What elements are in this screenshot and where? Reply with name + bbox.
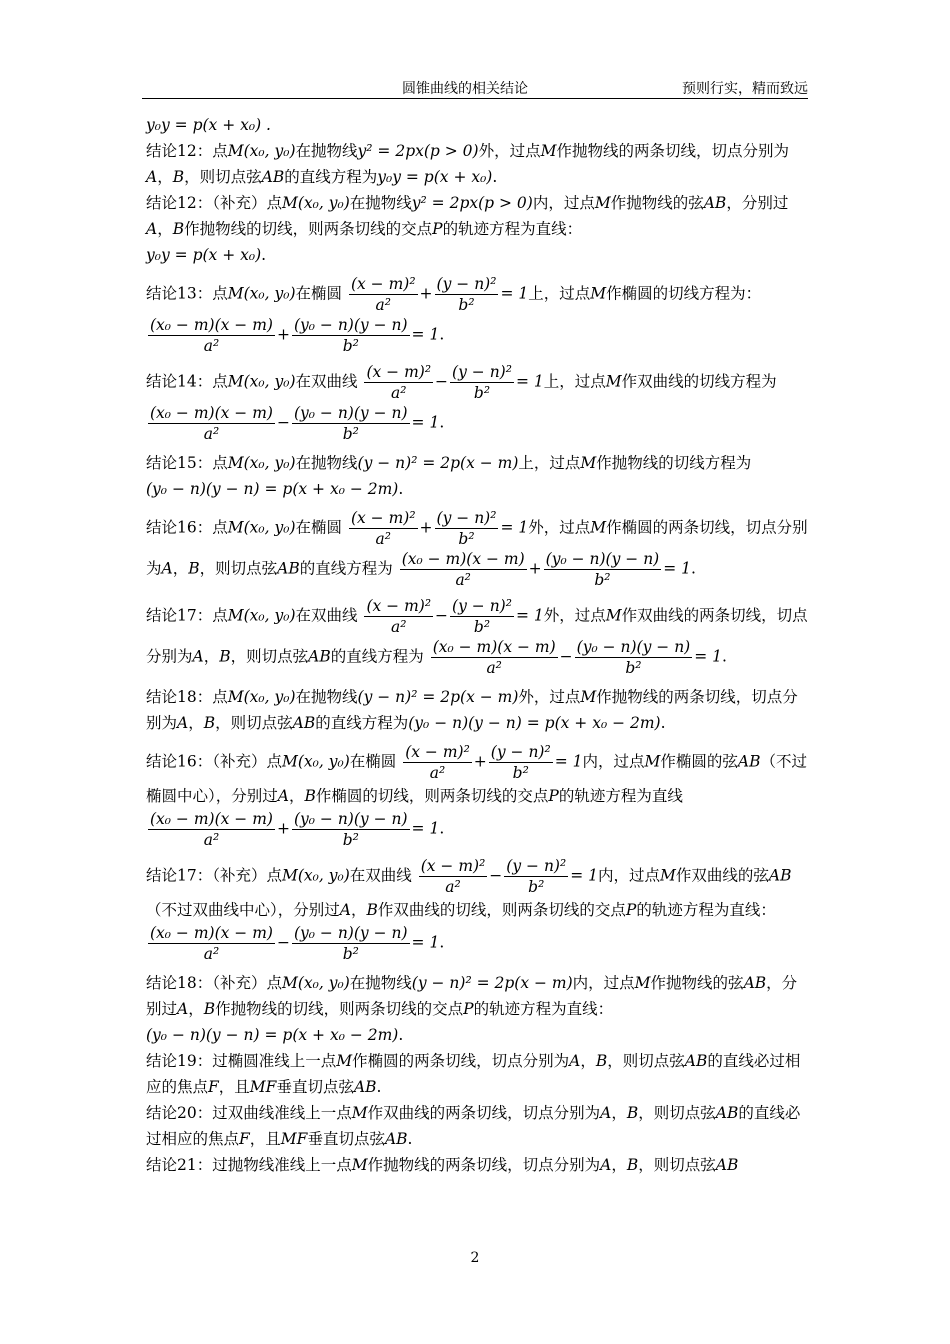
fraction: $\frac{\text{(x − m)²}}{\text{a²}}$ xyxy=(366,363,432,402)
fraction: $\frac{\text{(y₀ − n)(y − n)}}{\text{b²}}$ xyxy=(576,638,691,677)
fraction: $\frac{\text{(x₀ − m)(x − m)}}{\text{a²}}$ xyxy=(150,810,273,849)
fraction: $\frac{\text{(y₀ − n)(y − n)}}{\text{b²}}$ xyxy=(293,404,408,443)
fraction: $\frac{\text{(x − m)²}}{\text{a²}}$ xyxy=(366,597,432,636)
conclusion-15: 结论15：点M(x₀, y₀)在抛物线(y − n)² = 2p(x − m)上，过点M作抛物线的切线方程为 (y₀ − n)(y − n) = p(x + x₀ − 2m). xyxy=(146,454,752,498)
fraction: $\frac{\text{(y₀ − n)(y − n)}}{\text{b²}}$ xyxy=(293,924,408,963)
fraction: $\frac{\text{(x₀ − m)(x − m)}}{\text{a²}}$ xyxy=(432,638,556,677)
fraction: $\frac{\text{(x₀ − m)(x − m)}}{\text{a²}}$ xyxy=(150,924,273,963)
conclusion-12: 结论12：点M(x₀, y₀)在抛物线y² = 2px(p > 0)外，过点M作抛物线的两条切线，切点分别为A，B，则切点弦AB的直线方程为y₀y = p(x + x₀). xyxy=(146,142,789,186)
fraction: $\frac{\text{(y − n)²}}{\text{b²}}$ xyxy=(436,509,497,548)
fraction: $\frac{\text{(y − n)²}}{\text{b²}}$ xyxy=(490,743,551,782)
fraction: $\frac{\text{(x − m)²}}{\text{a²}}$ xyxy=(350,509,416,548)
document-title: 圆锥曲线的相关结论 xyxy=(402,81,528,97)
fraction: $\frac{\text{(x₀ − m)(x − m)}}{\text{a²}}$ xyxy=(401,550,525,589)
page-number: 2 xyxy=(470,1250,480,1266)
conclusion-19: 结论19：过椭圆准线上一点M作椭圆的两条切线，切点分别为A，B，则切点弦AB的直线必过相应的焦点F，且MF垂直切点弦AB. xyxy=(146,1052,801,1096)
fraction: $\frac{\text{(y₀ − n)(y − n)}}{\text{b²}}$ xyxy=(545,550,660,589)
document-body xyxy=(146,112,810,1178)
conclusion-16: 结论16：点M(x₀, y₀)在椭圆 $\frac{\text{(x − m)²}}{\text{a²}}$ + $\frac{\text{(y − n)²}}{\text{b²}}$ = 1外，过点M作椭圆的两条切线，切点分别为A，B，则切点弦AB的直线方程为 $\frac{\text{(x₀ − m)(x − m)}}{\text{a²}}$ + $\frac{\text{(y₀ − n)(y − n)}}{\text{b²}}$ = 1. xyxy=(146,509,808,589)
conclusion-16-supplement: 结论16：（补充）点M(x₀, y₀)在椭圆 $\frac{\text{(x − m)²}}{\text{a²}}$ + $\frac{\text{(y − n)²}}{\text{b²}}$ = 1内，过点M作椭圆的弦AB（不过椭圆中心），分别过A，B作椭圆的切线，则两条切线的交点P的轨迹方程为直线 $\frac{\text{(x₀ − m)(x − m)}}{\text{a²}}$ + $\frac{\text{(y₀ − n)(y − n)}}{\text{b²}}$ = 1. xyxy=(146,743,807,849)
conclusion-14: 结论14：点M(x₀, y₀)在双曲线 $\frac{\text{(x − m)²}}{\text{a²}}$ − $\frac{\text{(y − n)²}}{\text{b²}}$ = 1上，过点M作双曲线的切线方程为 $\frac{\text{(x₀ − m)(x − m)}}{\text{a²}}$ − $\frac{\text{(y₀ − n)(y − n)}}{\text{b²}}$ = 1. xyxy=(146,363,777,443)
fraction: $\frac{\text{(y − n)²}}{\text{b²}}$ xyxy=(452,597,512,636)
page-header xyxy=(142,78,808,99)
conclusion-20: 结论20：过双曲线准线上一点M作双曲线的两条切线，切点分别为A，B，则切点弦AB的直线必过相应的焦点F，且MF垂直切点弦AB. xyxy=(146,1104,801,1148)
fraction: $\frac{\text{(x₀ − m)(x − m)}}{\text{a²}}$ xyxy=(150,316,273,355)
fraction: $\frac{\text{(x − m)²}}{\text{a²}}$ xyxy=(405,743,470,782)
conclusion-11-tail: y₀y = p(x + x₀) . xyxy=(146,116,271,134)
conclusion-12-supplement: 结论12：（补充）点M(x₀, y₀)在抛物线y² = 2px(p > 0)内，过点M作抛物线的弦AB，分别过A，B作抛物线的切线，则两条切线的交点P的轨迹方程为直线： y₀y = p(x + x₀). xyxy=(146,194,789,264)
fraction: $\frac{\text{(y₀ − n)(y − n)}}{\text{b²}}$ xyxy=(293,316,408,355)
conclusion-18: 结论18：点M(x₀, y₀)在抛物线(y − n)² = 2p(x − m)外，过点M作抛物线的两条切线，切点分别为A，B，则切点弦AB的直线方程为(y₀ − n)(y − n) = p(x + x₀ − 2m). xyxy=(146,688,798,732)
fraction: $\frac{\text{(y − n)²}}{\text{b²}}$ xyxy=(436,275,497,314)
fraction: $\frac{\text{(x − m)²}}{\text{a²}}$ xyxy=(420,857,486,896)
fraction: $\frac{\text{(y₀ − n)(y − n)}}{\text{b²}}$ xyxy=(293,810,408,849)
fraction: $\frac{\text{(y − n)²}}{\text{b²}}$ xyxy=(452,363,512,402)
conclusion-17-supplement: 结论17：（补充）点M(x₀, y₀)在双曲线 $\frac{\text{(x − m)²}}{\text{a²}}$ − $\frac{\text{(y − n)²}}{\text{b²}}$ = 1内，过点M作双曲线的弦AB（不过双曲线中心），分别过A，B作双曲线的切线，则两条切线的交点P的轨迹方程为直线： $\frac{\text{(x₀ − m)(x − m)}}{\text{a²}}$ − $\frac{\text{(y₀ − n)(y − n)}}{\text{b²}}$ = 1. xyxy=(146,857,792,963)
conclusion-21: 结论21：过抛物线准线上一点M作抛物线的两条切线，切点分别为A，B，则切点弦AB xyxy=(146,1156,739,1174)
fraction: $\frac{\text{(x − m)²}}{\text{a²}}$ xyxy=(350,275,416,314)
fraction: $\frac{\text{(y − n)²}}{\text{b²}}$ xyxy=(506,857,567,896)
conclusion-17: 结论17：点M(x₀, y₀)在双曲线 $\frac{\text{(x − m)²}}{\text{a²}}$ − $\frac{\text{(y − n)²}}{\text{b²}}$ = 1外，过点M作双曲线的两条切线，切点分别为A，B，则切点弦AB的直线方程为 $\frac{\text{(x₀ − m)(x − m)}}{\text{a²}}$ − $\frac{\text{(y₀ − n)(y − n)}}{\text{b²}}$ = 1. xyxy=(146,597,808,677)
document-motto: 预则行实，精而致远 xyxy=(682,81,808,97)
conclusion-13: 结论13：点M(x₀, y₀)在椭圆 $\frac{\text{(x − m)²}}{\text{a²}}$ + $\frac{\text{(y − n)²}}{\text{b²}}$ = 1上，过点M作椭圆的切线方程为： $\frac{\text{(x₀ − m)(x − m)}}{\text{a²}}$ + $\frac{\text{(y₀ − n)(y − n)}}{\text{b²}}$ = 1. xyxy=(146,275,762,355)
fraction: $\frac{\text{(x₀ − m)(x − m)}}{\text{a²}}$ xyxy=(150,404,273,443)
conclusion-18-supplement: 结论18：（补充）点M(x₀, y₀)在抛物线(y − n)² = 2p(x − m)内，过点M作抛物线的弦AB，分别过A，B作抛物线的切线，则两条切线的交点P的轨迹方程为直线： (y₀ − n)(y − n) = p(x + x₀ − 2m). xyxy=(146,974,798,1044)
